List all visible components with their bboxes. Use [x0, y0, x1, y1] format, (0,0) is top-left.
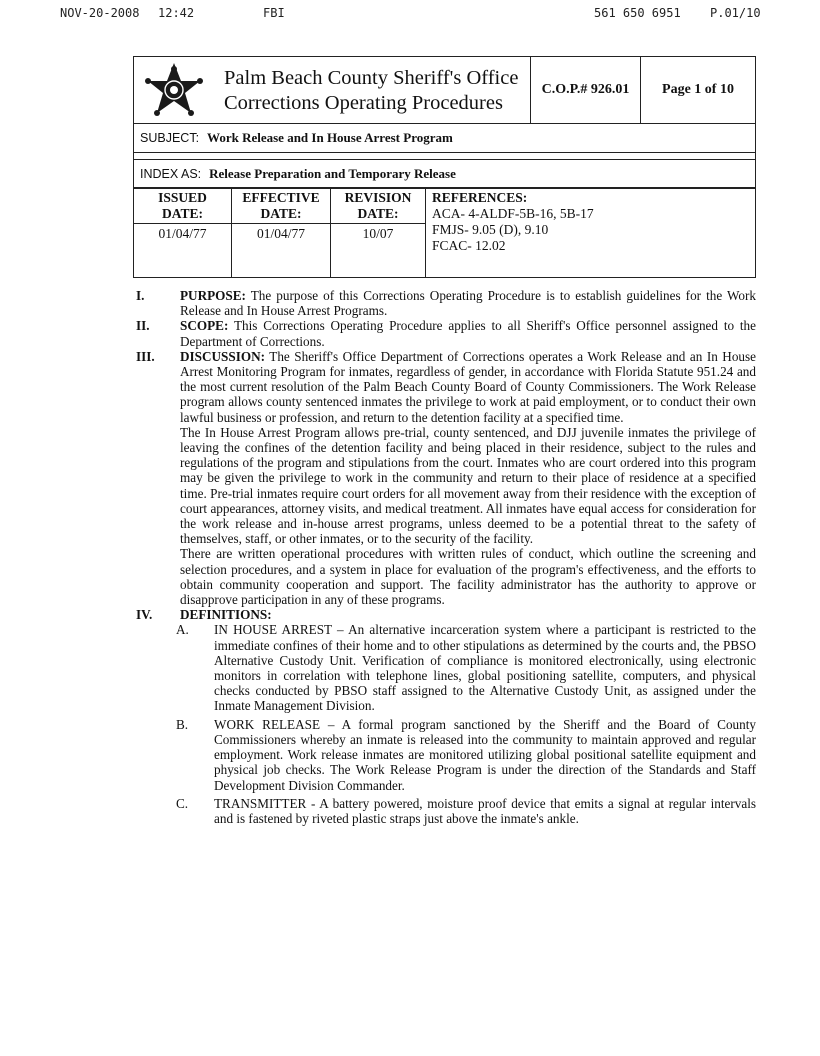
reference-item: ACA- 4-ALDF-5B-16, 5B-17	[432, 206, 594, 221]
definition-letter: C.	[176, 795, 189, 811]
definition-text: TRANSMITTER - A battery powered, moisture proof device that emits a signal at regular intervals and is fastened by riveted plastic straps just above the inmate's ankle.	[214, 795, 756, 826]
section-number: I.	[136, 288, 145, 303]
org-name: Palm Beach County Sheriff's Office	[224, 67, 519, 89]
procedure-body	[136, 288, 756, 826]
section-title: DISCUSSION:	[180, 348, 266, 364]
subject-value: Work Release and In House Arrest Program	[207, 130, 453, 145]
section-text: This Corrections Operating Procedure applies to all Sheriff's Office personnel assigned to the Department of Corrections.	[180, 318, 756, 349]
references-label: REFERENCES:	[432, 190, 528, 205]
revision-date-value: 10/07	[331, 224, 426, 278]
references-cell	[426, 188, 756, 278]
section-title: SCOPE:	[180, 318, 229, 334]
fax-phone: 561 650 6951	[594, 6, 681, 20]
index-row	[134, 160, 756, 189]
subject-label: SUBJECT:	[140, 131, 200, 145]
fax-page-number: P.01/10	[710, 6, 761, 20]
effective-date-value: 01/04/77	[232, 224, 331, 278]
issued-date-header: ISSUED DATE:	[134, 188, 232, 224]
section-scope	[136, 318, 756, 348]
title-cell	[134, 57, 531, 124]
definition-letter: A.	[176, 622, 189, 638]
cop-number: C.O.P.# 926.01	[531, 57, 641, 124]
reference-item: FMJS- 9.05 (D), 9.10	[432, 222, 549, 237]
section-definitions	[136, 607, 756, 826]
definition-text: IN HOUSE ARREST – An alternative incarceration system where a participant is restricted to the immediate confines of their home and to other stipulations as determined by the courts and, the PBSO Alternative Custody Unit. Verification of compliance is monitored electronically, using electronic monitors in correlation with telephone lines, global positioning satellite, computers, and physical checks conducted by PBSO staff assigned to the Alternative Custody Unit, as assigned under the Inmate Management Division.	[214, 622, 756, 714]
section-discussion	[136, 349, 756, 607]
issued-date-value: 01/04/77	[134, 224, 232, 278]
page-count: Page 1 of 10	[641, 57, 756, 124]
revision-date-header: REVISION DATE:	[331, 188, 426, 224]
section-title: DEFINITIONS:	[180, 607, 272, 623]
effective-date-header: EFFECTIVE DATE:	[232, 188, 331, 224]
sheriff-star-badge-icon	[142, 61, 206, 121]
section-title: PURPOSE:	[180, 288, 246, 303]
definition-item	[176, 717, 756, 793]
section-text: The purpose of this Corrections Operating Procedure is to establish guidelines for the Work Release and In House Arrest Programs.	[180, 288, 756, 319]
definition-letter: B.	[176, 716, 189, 732]
section-number: III.	[136, 348, 155, 364]
index-value: Release Preparation and Temporary Release	[209, 166, 456, 181]
paragraph: There are written operational procedures with written rules of conduct, which outline the screening and selection procedures, and a system in place for evaluation of the program's effectiveness, and the efforts to obtain community cooperation and support. The facility administrator has the authority to approve or disapprove participation in any of these programs.	[180, 546, 756, 608]
section-number: II.	[136, 318, 150, 334]
section-number: IV.	[136, 607, 153, 623]
section-purpose	[136, 288, 756, 318]
organization-title	[224, 66, 518, 116]
fax-sender: FBI	[263, 6, 285, 20]
fax-date: NOV-20-2008	[60, 6, 140, 20]
fax-time: 12:42	[158, 6, 195, 20]
fax-transmission-header	[0, 6, 820, 26]
procedure-header-table	[133, 56, 756, 189]
paragraph: The In House Arrest Program allows pre-trial, county sentenced, and DJJ juvenile inmates the privilege of leaving the confines of the detention facility and being placed in their residence, subject to the rules and regulations of the program and stipulations from the court. Inmates who are court ordered into this program may be given the privilege to work in the community and return to their place of residence at a specified time. Pre-trial inmates require court orders for all movement away from their residence with the exception of court appearances, attorney visits, and medical treatment. All inmates have equal access for consideration for the work release and in-house arrest programs, unless deemed to be a potential threat to the safety of themselves, staff, or other inmates, or to the security of the facility.	[180, 424, 756, 547]
subject-row	[134, 124, 756, 153]
definition-text: WORK RELEASE – A formal program sanctioned by the Sheriff and the Board of County Commissioners whereby an inmate is released into the community to maintain approved and regular employment. Work release inmates are monitored utilizing global positional satellite equipment and physical job checks. The Work Release Program is under the direction of the Standards and Staff Development Division Commander.	[214, 716, 756, 793]
doc-type: Corrections Operating Procedures	[224, 92, 503, 114]
reference-item: FCAC- 12.02	[432, 238, 506, 253]
section-text: The Sheriff's Office Department of Corrections operates a Work Release and an In House Arrest Monitoring Program for inmates, regardless of gender, in accordance with Florida Statute 951.24 and the most current resolution of the Palm Beach County Board of County Commissioners. The Work Release program allows county sentenced inmates the privilege to work at paid employment, or to conduct their own lawful business or profession, and return to the detention facility at a specified time.	[180, 348, 756, 425]
index-label: INDEX AS:	[140, 167, 202, 181]
definition-item	[176, 622, 756, 713]
definition-item	[176, 796, 756, 826]
dates-table	[133, 187, 756, 278]
